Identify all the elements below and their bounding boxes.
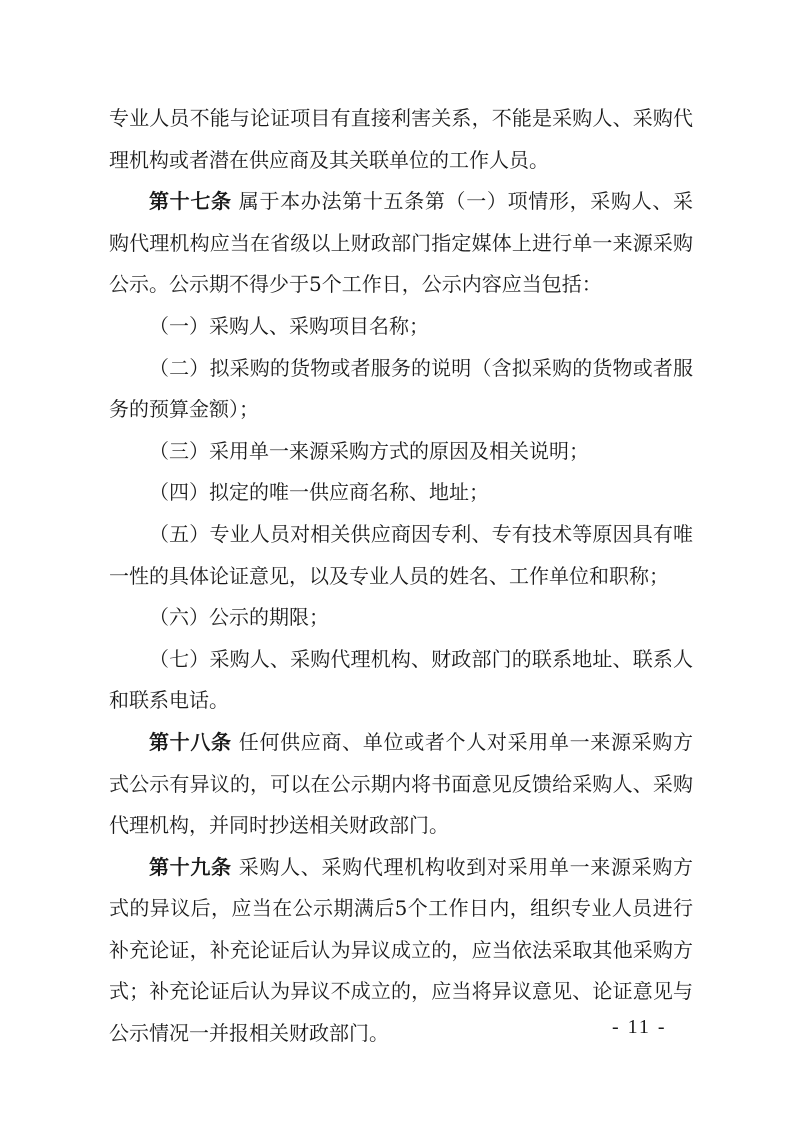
page-number: - 11 - [612,1016,667,1038]
paragraph-continuation [109,98,693,181]
article-heading: 第十七条 [149,189,232,214]
list-item [109,431,693,473]
list-item-text: （四）拟定的唯一供应商名称、地址； [149,480,489,505]
article-18-paragraph [109,722,693,847]
paragraph-text: 属于本办法第十五条第（一）项情形，采购人、采购代理机构应当在省级以上财政部门指定媒体上进行单一来源采购公示。公示期不得少于5个工作日，公示内容应当包括： [109,189,694,297]
list-item [109,348,693,431]
list-item [109,472,693,514]
paragraph-text: 采购人、采购代理机构收到对采用单一来源采购方式的异议后，应当在公示期满后5个工作日内，组织专业人员进行补充论证，补充论证后认为异议成立的，应当依法采取其他采购方式；补充论证后认为异议不成立的，应当将异议意见、论证意见与公示情况一并报相关财政部门。 [109,854,694,1046]
article-17-paragraph [109,181,693,306]
paragraph-text: 任何供应商、单位或者个人对采用单一来源采购方式公示有异议的，可以在公示期内将书面意见反馈给采购人、采购代理机构，并同时抄送相关财政部门。 [109,729,694,838]
list-item-text: （一）采购人、采购项目名称； [149,313,429,338]
list-item-text: （二）拟采购的货物或者服务的说明（含拟采购的货物或者服务的预算金额）； [109,355,693,422]
paragraph-text: 专业人员不能与论证项目有直接利害关系，不能是采购人、采购代理机构或者潜在供应商及其关联单位的工作人员。 [109,106,693,172]
list-item [109,597,693,639]
document-body [109,98,693,1055]
article-19-paragraph [109,847,693,1055]
list-item-text: （七）采购人、采购代理机构、财政部门的联系地址、联系人和联系电话。 [109,646,693,713]
list-item-text: （六）公示的期限； [149,605,329,630]
list-item-text: （五）专业人员对相关供应商因专利、专有技术等原因具有唯一性的具体论证意见，以及专业人员的姓名、工作单位和职称； [109,521,693,588]
list-item [109,514,693,597]
list-item [109,306,693,348]
article-heading: 第十九条 [149,854,232,879]
article-heading: 第十八条 [149,729,232,754]
list-item [109,639,693,722]
list-item-text: （三）采用单一来源采购方式的原因及相关说明； [149,438,589,463]
